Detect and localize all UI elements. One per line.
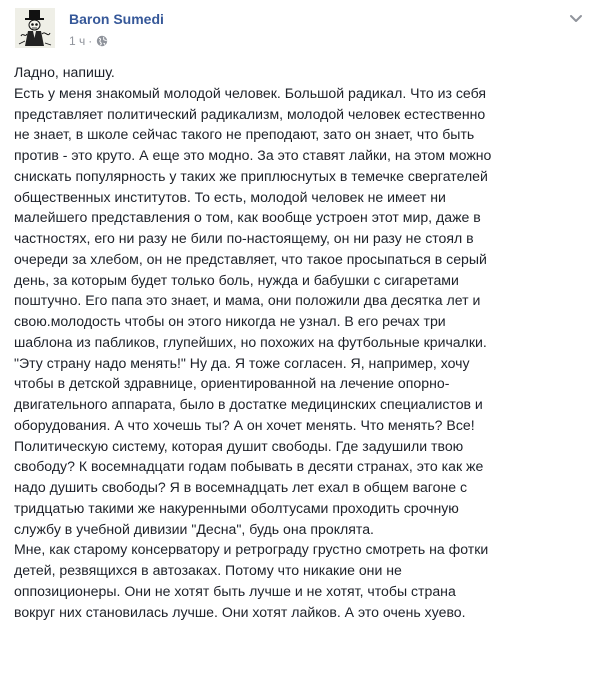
author-name[interactable]: Baron Sumedi (69, 11, 164, 27)
avatar-sketch-icon (15, 8, 55, 48)
meta-separator: · (88, 34, 93, 48)
post-text-line: надо душить свободы? Я в восемнадцать лет ехал в общем вагоне с (14, 479, 468, 495)
post-text-line: малейшего представления о том, как вообще устроен этот мир, даже в (14, 209, 481, 226)
post-text-line: оборудования. А что хочешь ты? А он хочет менять. Что менять? Все! (14, 416, 475, 433)
post-text-line: двигательного аппарата, было в достатке медицинских специалистов и (14, 396, 483, 412)
globe-icon[interactable] (96, 35, 108, 47)
post-text-line: против - это круто. А еще это модно. За это ставят лайки, на этом можно (14, 147, 492, 163)
post-text-line: день, за которым будет только боль, нужда и бабушки с сигаретами (14, 271, 459, 288)
post-text-line: свою.молодость чтобы он этого никогда не узнал. В его речах три (14, 313, 446, 329)
post-text-line: очереди за хлебом, он не представляет, что такое просыпаться в серый (14, 250, 487, 267)
post-text-line: оппозиционеры. Они не хотят быть лучше и не хотят, чтобы страна (14, 582, 456, 599)
post-meta (69, 33, 108, 49)
post-text-line: шаблона из пабликов, глупейших, но похожих на футбольные кричалки. (14, 333, 487, 350)
post-text-line: вокруг них становилась лучше. Они хотят лайков. А это очень хуево. (14, 603, 466, 620)
post-body-text (14, 62, 594, 622)
post-text-line: представляет политический радикализм, молодой человек естественно (14, 105, 486, 122)
post-text-line: службу в учебной дивизии "Десна", будь она проклята. (14, 520, 374, 537)
post-text-line: частностях, его ни разу не били по-настоящему, он ни разу не стоял в (14, 230, 474, 246)
post-text-line: снискать популярность у таких же приплюснутых в темечке свергателей (14, 167, 488, 184)
post-text-line: чтобы в детской здравнице, ориентированной на лечение опорно- (14, 375, 450, 392)
post-text-line: не знает, в школе сейчас такого не преподают, зато он знает, что быть (14, 126, 475, 143)
post-text-line: Политическую систему, которая душит свободы. Где задушили твою (14, 437, 464, 454)
post-text-line: Мне, как старому консерватору и ретрограду грустно смотреть на фотки (14, 541, 489, 558)
post-text-line: "Эту страну надо менять!" Ну да. Я тоже согласен. Я, например, хочу (14, 354, 470, 371)
post-text-line: детей, резвящихся в автозаках. Потому что никакие они не (14, 562, 402, 578)
post-text-line: поштучно. Его папа это знает, и мама, они положили два десятка лет и (14, 292, 481, 309)
post-text-line: свободу? К восемнадцати годам побывать в десяти странах, это как же (14, 458, 484, 475)
avatar[interactable] (15, 8, 55, 48)
post-text-line: Ладно, напишу. (14, 64, 115, 80)
post-text-line: общественных институтов. То есть, молодой человек не имеет ни (14, 188, 446, 205)
post-text-line: Есть у меня знакомый молодой человек. Большой радикал. Что из себя (14, 84, 486, 101)
chevron-down-icon[interactable] (568, 10, 584, 26)
post-timestamp[interactable]: 1 ч (69, 34, 86, 48)
post-text-line: тридцатью такими же накуренными оболтусами проходить срочную (14, 499, 459, 516)
